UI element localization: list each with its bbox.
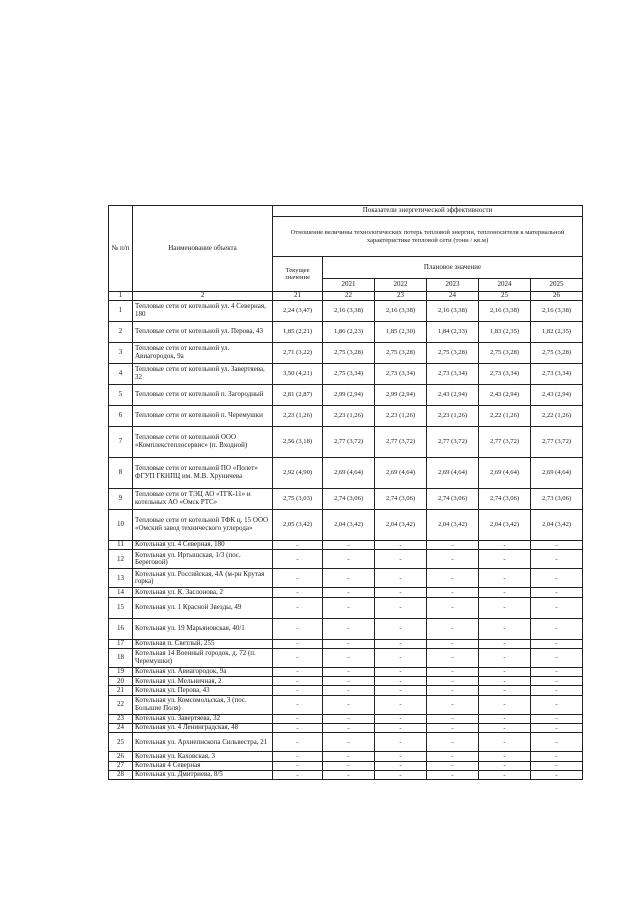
planned-value-cell: - <box>323 714 375 723</box>
header-number: № п/п <box>109 206 133 292</box>
planned-value-cell: 2,75 (3,28) <box>531 343 583 364</box>
object-name: Котельная ул. 4 Северная, 180 <box>133 541 273 550</box>
planned-value-cell: - <box>531 677 583 686</box>
planned-value-cell: 2,74 (3,06) <box>479 489 531 510</box>
current-value-cell: - <box>273 648 323 667</box>
row-number: 12 <box>109 550 133 569</box>
table-row <box>109 364 583 385</box>
planned-value-cell: 2,22 (1,26) <box>479 406 531 427</box>
planned-value-cell: - <box>323 569 375 588</box>
planned-value-cell: - <box>427 714 479 723</box>
current-value-cell: - <box>273 618 323 639</box>
table-row <box>109 343 583 364</box>
object-name: Тепловые сети от котельной п. Загородный <box>133 385 273 406</box>
planned-value-cell: 2,43 (2,94) <box>531 385 583 406</box>
planned-value-cell: - <box>531 541 583 550</box>
planned-value-cell: 2,04 (3,42) <box>427 510 479 541</box>
planned-value-cell: 2,75 (3,28) <box>427 343 479 364</box>
planned-value-cell: 2,23 (1,26) <box>427 406 479 427</box>
planned-value-cell: 2,69 (4,64) <box>427 458 479 489</box>
planned-value-cell: 2,73 (3,06) <box>531 489 583 510</box>
object-name: Котельная ул. Каховская, 3 <box>133 752 273 761</box>
planned-value-cell: - <box>479 761 531 770</box>
table-row <box>109 385 583 406</box>
planned-value-cell: 2,04 (3,42) <box>531 510 583 541</box>
object-name: Тепловые сети от котельной ПО «Полет» ФГУП ГКНПЦ им. М.В. Хруничева <box>133 458 273 489</box>
row-number: 28 <box>109 770 133 779</box>
planned-value-cell: 2,77 (3,72) <box>323 427 375 458</box>
current-value-cell: 2,23 (1,26) <box>273 406 323 427</box>
planned-value-cell: 2,16 (3,38) <box>479 301 531 322</box>
row-number: 4 <box>109 364 133 385</box>
object-name: Котельная ул. 4 Ленинградская, 48 <box>133 724 273 733</box>
table-row <box>109 322 583 343</box>
planned-value-cell: - <box>427 761 479 770</box>
header-indicators: Показатели энергетической эффективности <box>273 206 583 217</box>
object-name: Котельная ул. Комсомольская, 3 (пос. Большие Поля) <box>133 695 273 714</box>
row-number: 25 <box>109 733 133 752</box>
current-value-cell: 1,85 (2,21) <box>273 322 323 343</box>
row-number: 13 <box>109 569 133 588</box>
planned-value-cell: - <box>323 770 375 779</box>
table-row <box>109 770 583 779</box>
planned-value-cell: - <box>375 695 427 714</box>
planned-value-cell: - <box>427 541 479 550</box>
table-row <box>109 714 583 723</box>
object-name: Котельная ул. Архиепископа Сильвестра, 21 <box>133 733 273 752</box>
planned-value-cell: 2,99 (2,94) <box>323 385 375 406</box>
planned-value-cell: 2,16 (3,38) <box>427 301 479 322</box>
planned-value-cell: - <box>479 714 531 723</box>
planned-value-cell: - <box>427 695 479 714</box>
planned-value-cell: - <box>375 541 427 550</box>
column-number: 21 <box>273 292 323 301</box>
table-row <box>109 569 583 588</box>
row-number: 23 <box>109 714 133 723</box>
planned-value-cell: - <box>427 677 479 686</box>
header-year-2025: 2025 <box>531 279 583 292</box>
table-row <box>109 677 583 686</box>
object-name: Котельная ул. Авиагородок, 9а <box>133 667 273 676</box>
column-number: 23 <box>375 292 427 301</box>
planned-value-cell: 2,77 (3,72) <box>427 427 479 458</box>
planned-value-cell: - <box>375 597 427 618</box>
planned-value-cell: - <box>531 714 583 723</box>
planned-value-cell: - <box>375 733 427 752</box>
planned-value-cell: - <box>479 770 531 779</box>
planned-value-cell: - <box>375 588 427 597</box>
planned-value-cell: 1,82 (2,35) <box>531 322 583 343</box>
planned-value-cell: - <box>375 686 427 695</box>
planned-value-cell: - <box>323 618 375 639</box>
table-row <box>109 695 583 714</box>
planned-value-cell: - <box>323 761 375 770</box>
planned-value-cell: - <box>531 648 583 667</box>
planned-value-cell: - <box>375 550 427 569</box>
row-number: 6 <box>109 406 133 427</box>
planned-value-cell: - <box>531 550 583 569</box>
row-number: 17 <box>109 639 133 648</box>
table-row <box>109 618 583 639</box>
row-number: 7 <box>109 427 133 458</box>
planned-value-cell: - <box>479 648 531 667</box>
table-row <box>109 458 583 489</box>
planned-value-cell: 2,73 (3,34) <box>531 364 583 385</box>
object-name: Тепловые сети от котельной ул. 4 Северная, 180 <box>133 301 273 322</box>
column-number: 24 <box>427 292 479 301</box>
object-name: Котельная ул. 19 Марьяновская, 40/1 <box>133 618 273 639</box>
planned-value-cell: 2,22 (1,26) <box>531 406 583 427</box>
row-number: 5 <box>109 385 133 406</box>
current-value-cell: - <box>273 714 323 723</box>
object-name: Котельная ул. К. Заслонова, 2 <box>133 588 273 597</box>
table-row <box>109 550 583 569</box>
object-name: Котельная п. Светлый, 255 <box>133 639 273 648</box>
object-name: Котельная ул. Перова, 43 <box>133 686 273 695</box>
table-row <box>109 427 583 458</box>
planned-value-cell: - <box>427 770 479 779</box>
planned-value-cell: 2,43 (2,94) <box>479 385 531 406</box>
row-number: 11 <box>109 541 133 550</box>
table-row <box>109 686 583 695</box>
planned-value-cell: - <box>479 667 531 676</box>
planned-value-cell: - <box>375 677 427 686</box>
planned-value-cell: - <box>479 686 531 695</box>
planned-value-cell: - <box>531 569 583 588</box>
planned-value-cell: 1,86 (2,23) <box>323 322 375 343</box>
planned-value-cell: - <box>531 752 583 761</box>
object-name: Котельная ул. 1 Красной Звезды, 49 <box>133 597 273 618</box>
planned-value-cell: - <box>479 752 531 761</box>
planned-value-cell: 2,23 (1,26) <box>375 406 427 427</box>
planned-value-cell: 1,84 (2,33) <box>427 322 479 343</box>
planned-value-cell: 2,75 (3,28) <box>323 343 375 364</box>
planned-value-cell: 2,99 (2,94) <box>375 385 427 406</box>
table-row <box>109 301 583 322</box>
planned-value-cell: 1,83 (2,35) <box>479 322 531 343</box>
column-number: 1 <box>109 292 133 301</box>
table-row <box>109 733 583 752</box>
row-number: 20 <box>109 677 133 686</box>
planned-value-cell: - <box>479 724 531 733</box>
planned-value-cell: - <box>427 733 479 752</box>
current-value-cell: 2,71 (3,22) <box>273 343 323 364</box>
planned-value-cell: - <box>479 677 531 686</box>
planned-value-cell: - <box>531 639 583 648</box>
current-value-cell: - <box>273 550 323 569</box>
planned-value-cell: - <box>479 569 531 588</box>
planned-value-cell: 2,73 (3,34) <box>427 364 479 385</box>
object-name: Тепловые сети от котельной ул. Перова, 43 <box>133 322 273 343</box>
planned-value-cell: 2,75 (3,28) <box>479 343 531 364</box>
current-value-cell: 2,05 (3,42) <box>273 510 323 541</box>
row-number: 19 <box>109 667 133 676</box>
row-number: 21 <box>109 686 133 695</box>
object-name: Котельная ул. Дмитриева, 8/5 <box>133 770 273 779</box>
planned-value-cell: - <box>375 752 427 761</box>
table-row <box>109 667 583 676</box>
efficiency-table <box>108 205 583 780</box>
planned-value-cell: 2,69 (4,64) <box>323 458 375 489</box>
planned-value-cell: 2,04 (3,42) <box>375 510 427 541</box>
column-number: 2 <box>133 292 273 301</box>
row-number: 3 <box>109 343 133 364</box>
header-year-2021: 2021 <box>323 279 375 292</box>
row-number: 26 <box>109 752 133 761</box>
object-name: Тепловые сети от котельной ТФК ц. 15 ООО «Омский завод технического углерода» <box>133 510 273 541</box>
planned-value-cell: - <box>323 724 375 733</box>
planned-value-cell: - <box>323 677 375 686</box>
row-number: 27 <box>109 761 133 770</box>
planned-value-cell: 2,77 (3,72) <box>531 427 583 458</box>
planned-value-cell: 2,16 (3,38) <box>375 301 427 322</box>
planned-value-cell: - <box>427 752 479 761</box>
planned-value-cell: - <box>375 724 427 733</box>
planned-value-cell: - <box>375 714 427 723</box>
current-value-cell: - <box>273 569 323 588</box>
current-value-cell: - <box>273 761 323 770</box>
current-value-cell: - <box>273 597 323 618</box>
planned-value-cell: - <box>531 667 583 676</box>
planned-value-cell: 2,04 (3,42) <box>323 510 375 541</box>
object-name: Тепловые сети от котельной п. Черемушки <box>133 406 273 427</box>
current-value-cell: - <box>273 752 323 761</box>
object-name: Тепловые сети от котельной ул. Авиагородок, 9а <box>133 343 273 364</box>
planned-value-cell: - <box>375 648 427 667</box>
planned-value-cell: 2,74 (3,06) <box>375 489 427 510</box>
current-value-cell: 2,24 (3,47) <box>273 301 323 322</box>
header-metric: Отношение величины технологических потерь тепловой энергии, теплоносителя к материальной характеристике тепловой сети (тонн / кв.м) <box>273 217 583 257</box>
planned-value-cell: - <box>375 639 427 648</box>
row-number: 16 <box>109 618 133 639</box>
table-row <box>109 597 583 618</box>
planned-value-cell: - <box>479 550 531 569</box>
planned-value-cell: 2,74 (3,06) <box>323 489 375 510</box>
planned-value-cell: 2,16 (3,38) <box>531 301 583 322</box>
header-planned-value: Плановое значение <box>323 257 583 279</box>
row-number: 9 <box>109 489 133 510</box>
planned-value-cell: - <box>323 695 375 714</box>
current-value-cell: - <box>273 667 323 676</box>
column-number: 25 <box>479 292 531 301</box>
planned-value-cell: 2,69 (4,64) <box>375 458 427 489</box>
planned-value-cell: 2,74 (3,06) <box>427 489 479 510</box>
planned-value-cell: 2,73 (3,34) <box>375 364 427 385</box>
planned-value-cell: - <box>323 752 375 761</box>
planned-value-cell: - <box>479 597 531 618</box>
planned-value-cell: - <box>427 588 479 597</box>
object-name: Тепловые сети от котельной ул. Завертяева, 32 <box>133 364 273 385</box>
planned-value-cell: - <box>323 541 375 550</box>
planned-value-cell: 2,04 (3,42) <box>479 510 531 541</box>
row-number: 18 <box>109 648 133 667</box>
planned-value-cell: - <box>323 667 375 676</box>
table-row <box>109 761 583 770</box>
row-number: 15 <box>109 597 133 618</box>
planned-value-cell: - <box>531 761 583 770</box>
planned-value-cell: 2,77 (3,72) <box>479 427 531 458</box>
table-row <box>109 648 583 667</box>
table-row <box>109 639 583 648</box>
current-value-cell: - <box>273 677 323 686</box>
planned-value-cell: - <box>531 618 583 639</box>
planned-value-cell: - <box>479 541 531 550</box>
object-name: Котельная ул. Мельничная, 2 <box>133 677 273 686</box>
planned-value-cell: 2,75 (3,28) <box>375 343 427 364</box>
planned-value-cell: 2,43 (2,94) <box>427 385 479 406</box>
planned-value-cell: - <box>427 618 479 639</box>
table-row <box>109 724 583 733</box>
planned-value-cell: - <box>479 588 531 597</box>
row-number: 8 <box>109 458 133 489</box>
planned-value-cell: - <box>531 588 583 597</box>
planned-value-cell: 2,73 (3,34) <box>479 364 531 385</box>
header-year-2023: 2023 <box>427 279 479 292</box>
current-value-cell: - <box>273 733 323 752</box>
planned-value-cell: - <box>479 695 531 714</box>
planned-value-cell: - <box>375 667 427 676</box>
current-value-cell: 2,56 (3,18) <box>273 427 323 458</box>
row-number: 22 <box>109 695 133 714</box>
header-column-numbers-row <box>109 292 583 301</box>
column-number: 22 <box>323 292 375 301</box>
planned-value-cell: - <box>531 733 583 752</box>
column-number: 26 <box>531 292 583 301</box>
object-name: Котельная 4 Северная <box>133 761 273 770</box>
planned-value-cell: 2,23 (1,26) <box>323 406 375 427</box>
planned-value-cell: - <box>531 597 583 618</box>
table-row <box>109 489 583 510</box>
current-value-cell: - <box>273 686 323 695</box>
object-name: Тепловые сети от котельной ООО «Комплекстеплосервис» (п. Входной) <box>133 427 273 458</box>
header-current-value: Текущее значение <box>273 257 323 292</box>
planned-value-cell: - <box>323 639 375 648</box>
planned-value-cell: - <box>375 770 427 779</box>
current-value-cell: - <box>273 770 323 779</box>
planned-value-cell: 2,16 (3,38) <box>323 301 375 322</box>
planned-value-cell: 2,69 (4,64) <box>531 458 583 489</box>
table-body <box>109 301 583 780</box>
current-value-cell: - <box>273 724 323 733</box>
planned-value-cell: - <box>427 569 479 588</box>
table-row <box>109 406 583 427</box>
object-name: Котельная ул. Завертяева, 32 <box>133 714 273 723</box>
current-value-cell: - <box>273 588 323 597</box>
current-value-cell: - <box>273 639 323 648</box>
table-row <box>109 752 583 761</box>
planned-value-cell: 2,77 (3,72) <box>375 427 427 458</box>
table-row <box>109 541 583 550</box>
planned-value-cell: - <box>427 686 479 695</box>
planned-value-cell: - <box>323 597 375 618</box>
planned-value-cell: - <box>323 588 375 597</box>
planned-value-cell: - <box>531 695 583 714</box>
planned-value-cell: - <box>375 761 427 770</box>
row-number: 2 <box>109 322 133 343</box>
planned-value-cell: - <box>531 724 583 733</box>
row-number: 10 <box>109 510 133 541</box>
table-row <box>109 588 583 597</box>
row-number: 1 <box>109 301 133 322</box>
row-number: 14 <box>109 588 133 597</box>
planned-value-cell: - <box>323 648 375 667</box>
planned-value-cell: - <box>427 667 479 676</box>
object-name: Котельная ул. Иртышская, 1/3 (пос. Береговой) <box>133 550 273 569</box>
planned-value-cell: - <box>323 550 375 569</box>
current-value-cell: 2,92 (4,90) <box>273 458 323 489</box>
object-name: Котельная 14 Военный городок, д. 72 (п. Черемушки) <box>133 648 273 667</box>
header-year-2024: 2024 <box>479 279 531 292</box>
planned-value-cell: - <box>427 550 479 569</box>
header-year-2022: 2022 <box>375 279 427 292</box>
planned-value-cell: 1,85 (2,30) <box>375 322 427 343</box>
current-value-cell: - <box>273 541 323 550</box>
current-value-cell: 2,81 (2,87) <box>273 385 323 406</box>
planned-value-cell: - <box>427 648 479 667</box>
planned-value-cell: - <box>427 639 479 648</box>
planned-value-cell: - <box>323 733 375 752</box>
current-value-cell: 2,75 (3,03) <box>273 489 323 510</box>
planned-value-cell: 2,69 (4,64) <box>479 458 531 489</box>
planned-value-cell: - <box>427 724 479 733</box>
planned-value-cell: - <box>375 569 427 588</box>
object-name: Тепловые сети от ТЭЦ АО «ТГК-11» и котельных АО «Омск РТС» <box>133 489 273 510</box>
planned-value-cell: - <box>531 686 583 695</box>
row-number: 24 <box>109 724 133 733</box>
table-row <box>109 510 583 541</box>
planned-value-cell: - <box>531 770 583 779</box>
planned-value-cell: 2,75 (3,34) <box>323 364 375 385</box>
planned-value-cell: - <box>375 618 427 639</box>
object-name: Котельная ул. Российская, 4А (м-рн Крутая горка) <box>133 569 273 588</box>
current-value-cell: - <box>273 695 323 714</box>
planned-value-cell: - <box>479 639 531 648</box>
header-object-name: Наименование объекта <box>133 206 273 292</box>
planned-value-cell: - <box>427 597 479 618</box>
current-value-cell: 3,50 (4,21) <box>273 364 323 385</box>
planned-value-cell: - <box>323 686 375 695</box>
planned-value-cell: - <box>479 618 531 639</box>
planned-value-cell: - <box>479 733 531 752</box>
